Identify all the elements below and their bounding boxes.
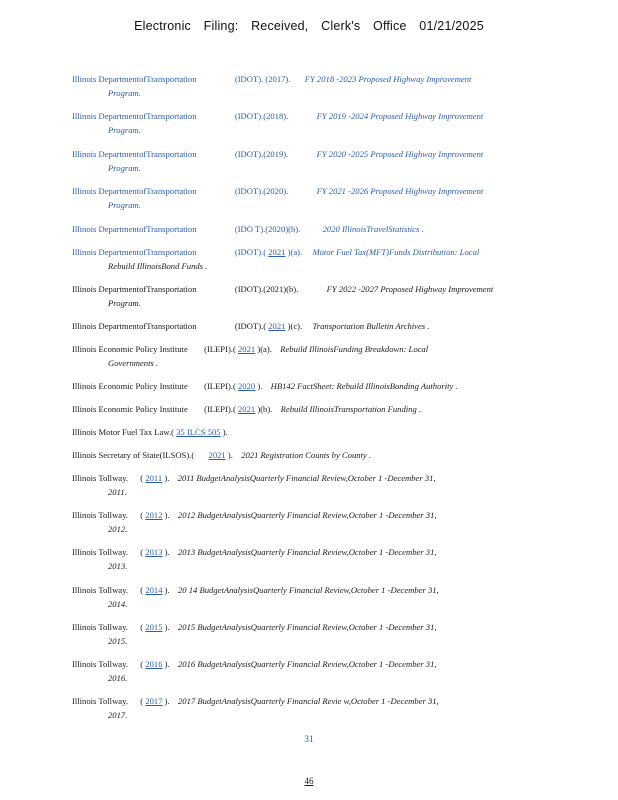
reference-title-continued: 2014.: [108, 599, 128, 609]
reference-year-suffix: )(c).: [287, 321, 303, 331]
reference-author: Illinois DepartmentofTransportation: [72, 224, 197, 234]
reference-title: FY 2022 -2027 Proposed Highway Improvement: [326, 284, 494, 294]
reference-year: (IDOT).(2021)(b).: [234, 284, 299, 294]
reference-year-suffix: )(a).: [287, 247, 303, 257]
reference-year-link[interactable]: 2021: [268, 321, 286, 331]
reference-title: Motor Fuel Tax(MFT)Funds Distribution: Local: [312, 247, 480, 257]
reference-year-link[interactable]: 2021: [268, 247, 286, 257]
reference-year-link[interactable]: 2021: [237, 404, 256, 414]
reference-year-link[interactable]: 2015: [145, 622, 163, 632]
reference-entry: [72, 72, 552, 100]
reference-title-continued: 2017.: [108, 710, 128, 720]
reference-author: Illinois DepartmentofTransportation: [72, 321, 197, 331]
reference-entry: [72, 342, 552, 370]
reference-year-prefix: (: [140, 473, 144, 483]
reference-title: 20 14 BudgetAnalysisQuarterly Financial Review,October 1 -December 31,: [178, 585, 439, 595]
reference-author: Illinois Economic Policy Institute: [72, 404, 188, 414]
reference-entry: [72, 694, 552, 722]
reference-title-continued: Program.: [108, 163, 141, 173]
reference-year-suffix: ).: [257, 381, 263, 391]
reference-year-suffix: ).: [227, 450, 233, 460]
reference-title-continued: 2012.: [108, 524, 128, 534]
reference-entry: [72, 245, 552, 273]
reference-year-suffix: ).: [164, 510, 170, 520]
reference-entry: [72, 657, 552, 685]
reference-author: Illinois Tollway.: [72, 622, 128, 632]
reference-entry: [72, 583, 552, 611]
reference-author: Illinois DepartmentofTransportation: [72, 74, 197, 84]
reference-year-link[interactable]: 2017: [145, 696, 163, 706]
reference-author: Illinois Economic Policy Institute: [72, 381, 188, 391]
reference-author: Illinois DepartmentofTransportation: [72, 186, 197, 196]
reference-year-link[interactable]: 2020: [237, 381, 256, 391]
reference-year-suffix: ).: [164, 696, 170, 706]
reference-title: 2013 BudgetAnalysisQuarterly Financial Review,October 1 -December 31,: [178, 547, 437, 557]
reference-year: (IDOT). (2017).: [234, 74, 291, 84]
reference-author: Illinois Motor Fuel Tax Law.(: [72, 427, 175, 437]
reference-title: 2015 BudgetAnalysisQuarterly Financial Review,October 1 -December 31,: [178, 622, 437, 632]
reference-entry: [72, 319, 552, 333]
reference-entry: [72, 448, 552, 462]
reference-author: Illinois Tollway.: [72, 696, 128, 706]
reference-entry: [72, 545, 552, 573]
reference-author: Illinois Tollway.: [72, 547, 128, 557]
reference-title: 2011 BudgetAnalysisQuarterly Financial Review,October 1 -December 31,: [177, 473, 436, 483]
reference-title: 2016 BudgetAnalysisQuarterly Financial Review,October 1 -December 31,: [178, 659, 437, 669]
reference-title: FY 2018 -2023 Proposed Highway Improvement: [304, 74, 472, 84]
reference-title: FY 2020 -2025 Proposed Highway Improvement: [316, 149, 484, 159]
reference-year: (IDOT).(2018).: [234, 111, 289, 121]
reference-title-continued: 2013.: [108, 561, 128, 571]
reference-year-prefix: (: [140, 622, 144, 632]
reference-statute-link[interactable]: 35 ILCS 505: [176, 427, 221, 437]
reference-title: HB142 FactSheet: Rebuild IllinoisBonding Authority .: [270, 381, 458, 391]
reference-year-suffix: ).: [222, 427, 228, 437]
reference-year-suffix: ).: [164, 547, 170, 557]
reference-year-link[interactable]: 2021: [208, 450, 226, 460]
reference-year-prefix: (ILEPI).(: [204, 404, 236, 414]
reference-title-continued: 2015.: [108, 636, 128, 646]
reference-year: (IDOT).(2020).: [234, 186, 289, 196]
reference-entry: [72, 620, 552, 648]
page-number: 31: [304, 735, 314, 745]
reference-title: Rebuild IllinoisFunding Breakdown: Local: [280, 344, 429, 354]
reference-year-prefix: (: [140, 585, 144, 595]
reference-title-continued: Governments .: [108, 358, 159, 368]
reference-year-suffix: )(a).: [257, 344, 272, 354]
reference-year-prefix: (: [140, 547, 144, 557]
reference-year-suffix: ).: [164, 622, 170, 632]
reference-title: 2020 IllinoisTravelStatistics .: [322, 224, 424, 234]
reference-title: 2021 Registration Counts by County .: [241, 450, 372, 460]
reference-year-suffix: )(b).: [257, 404, 273, 414]
reference-year-suffix: ).: [164, 659, 170, 669]
reference-author: Illinois Tollway.: [72, 473, 128, 483]
reference-author: Illinois DepartmentofTransportation: [72, 111, 197, 121]
reference-author: Illinois Economic Policy Institute: [72, 344, 188, 354]
reference-title-continued: Rebuild IllinoisBond Funds .: [108, 261, 208, 271]
filing-stamp-header: Electronic Filing: Received, Clerk's Office 01/21/2025: [134, 19, 484, 33]
reference-author: Illinois Tollway.: [72, 659, 128, 669]
reference-author: Illinois Tollway.: [72, 585, 128, 595]
reference-title-continued: Program.: [108, 200, 141, 210]
reference-author: Illinois Secretary of State(ILSOS).(: [72, 450, 195, 460]
reference-title: FY 2021 -2026 Proposed Highway Improvement: [316, 186, 484, 196]
reference-year: (IDOT).(2019).: [234, 149, 289, 159]
reference-year: (IDO T).(2020)(b).: [234, 224, 301, 234]
reference-year-prefix: (IDOT).(: [234, 321, 267, 331]
filing-page-number: 46: [304, 776, 314, 786]
reference-title: 2017 BudgetAnalysisQuarterly Financial Revie w,October 1 -December 31,: [178, 696, 439, 706]
reference-entry: [72, 222, 552, 236]
reference-year-prefix: (ILEPI).(: [204, 381, 236, 391]
reference-year-link[interactable]: 2011: [145, 473, 163, 483]
reference-title: FY 2019 -2024 Proposed Highway Improvement: [316, 111, 484, 121]
reference-year-prefix: (IDOT).(: [234, 247, 267, 257]
reference-entry: [72, 282, 552, 310]
reference-year-prefix: (ILEPI).(: [204, 344, 236, 354]
reference-year-prefix: (: [140, 696, 144, 706]
reference-author: Illinois DepartmentofTransportation: [72, 149, 197, 159]
reference-author: Illinois DepartmentofTransportation: [72, 284, 197, 294]
reference-entry: [72, 379, 552, 393]
reference-year-prefix: (: [140, 659, 144, 669]
reference-year-link[interactable]: 2012: [145, 510, 163, 520]
reference-title: Transportation Bulletin Archives .: [312, 321, 430, 331]
reference-entry: [72, 425, 552, 439]
reference-title: Rebuild IllinoisTransportation Funding .: [280, 404, 422, 414]
reference-title-continued: 2016.: [108, 673, 128, 683]
reference-year-prefix: (: [140, 510, 144, 520]
reference-title: 2012 BudgetAnalysisQuarterly Financial Review,October 1 -December 31,: [178, 510, 437, 520]
reference-entry: [72, 184, 552, 212]
reference-entry: [72, 508, 552, 536]
reference-year-link[interactable]: 2016: [145, 659, 163, 669]
reference-title-continued: Program.: [108, 88, 141, 98]
reference-entry: [72, 471, 552, 499]
reference-year-suffix: ).: [164, 473, 170, 483]
reference-year-link[interactable]: 2013: [145, 547, 163, 557]
reference-title-continued: Program.: [108, 125, 141, 135]
reference-entry: [72, 402, 552, 416]
reference-year-suffix: ).: [164, 585, 170, 595]
reference-entry: [72, 147, 552, 175]
reference-title-continued: Program.: [108, 298, 141, 308]
reference-title-continued: 2011.: [108, 487, 127, 497]
reference-year-link[interactable]: 2014: [145, 585, 163, 595]
reference-entry: [72, 109, 552, 137]
reference-year-link[interactable]: 2021: [237, 344, 256, 354]
reference-author: Illinois DepartmentofTransportation: [72, 247, 197, 257]
reference-author: Illinois Tollway.: [72, 510, 128, 520]
